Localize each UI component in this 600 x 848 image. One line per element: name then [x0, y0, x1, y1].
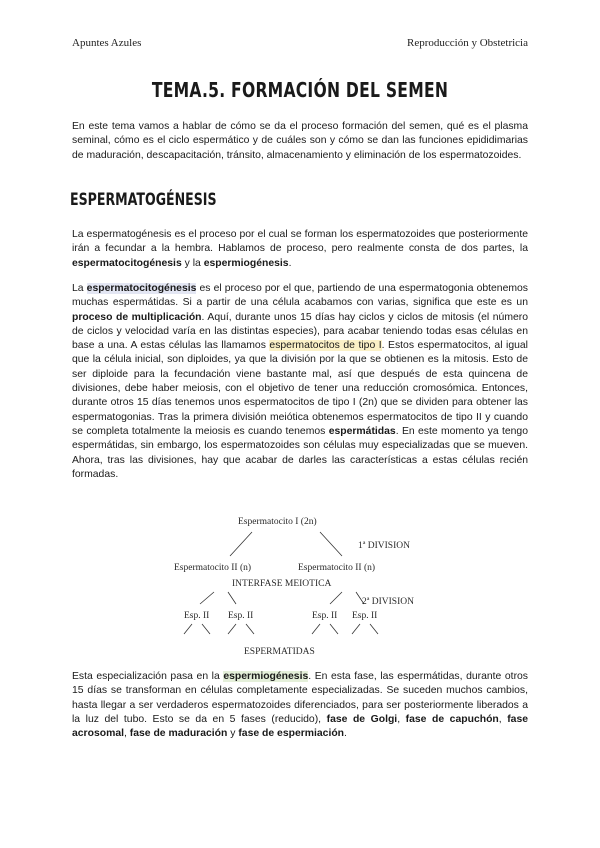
text: y — [227, 728, 239, 740]
diagram-bottom: ESPERMATIDAS — [244, 647, 315, 657]
diagram-line — [228, 624, 236, 634]
page-header — [72, 37, 528, 49]
diagram-interphase: INTERFASE MEIOTICA — [232, 579, 332, 589]
text: y la — [181, 257, 204, 269]
header-right: Reproducción y Obstetricia — [407, 37, 528, 49]
term-highlight: espermatocitogénesis — [86, 283, 197, 294]
text: , — [123, 728, 130, 740]
diagram-left2: Espermatocito II (n) — [174, 563, 252, 573]
paragraph-2 — [72, 282, 528, 482]
text: Esta especialización pasa en la — [72, 671, 224, 682]
diagram-esp-4: Esp. II — [352, 611, 378, 621]
meiosis-diagram — [170, 512, 450, 662]
term-espermatidas: espermátidas — [328, 425, 396, 437]
text: La — [72, 283, 87, 294]
header-left: Apuntes Azules — [72, 37, 142, 49]
diagram-line — [320, 532, 342, 556]
term-highlight: espermiogénesis — [223, 671, 309, 682]
diagram-line — [228, 592, 236, 604]
phase-golgi: fase de Golgi — [326, 713, 398, 725]
diagram-div1: 1ª DIVISION — [358, 541, 410, 551]
paragraph-1 — [72, 228, 528, 271]
diagram-line — [246, 624, 254, 634]
diagram-line — [370, 624, 378, 634]
diagram-esp-1: Esp. II — [184, 611, 210, 621]
term-espermiogenesis: espermiogénesis — [203, 257, 289, 269]
term-proceso: proceso de multiplicación — [72, 311, 202, 323]
text: . — [344, 728, 347, 740]
phase-maduracion: fase de maduración — [129, 728, 228, 740]
diagram-right2: Espermatocito II (n) — [298, 563, 376, 573]
highlight-espermatocitos: espermatocitos de tipo I — [269, 340, 382, 352]
phase-acrosomal: fase acrosomal — [72, 713, 529, 740]
text: . Estos espermatocitos, al igual que la célula inicial, son diploides, ya que la división por la que se obtienen es la mitosis. Esto de ser diploide para la fecundación viene bastante mal, así que después de esta quincena de divisiones, debe haber meiosis, con el objetivo de tener una reducción cromosómica. Entonces, durante otros 15 días tenemos unos espermatocitos de tipo I (2n) que se dividen para obtener las espermatogonias. Tras la primera división meiótica obtenemos espermatocitos de tipo II y cuando se completa totalmente la meiosis es cuando tenemos — [72, 340, 528, 437]
diagram-line — [352, 624, 360, 634]
intro-paragraph: En este tema vamos a hablar de cómo se da el proceso formación del semen, qué es el plasma seminal, cómo es el ciclo espermático y de cuáles son y cómo se dan las funciones epididimarias de maduración, descapacitación, tránsito, almacenamiento y eliminación de los espermatozoides. — [72, 121, 528, 161]
diagram-line — [312, 624, 320, 634]
text: La espermatogénesis es el proceso por el cual se forman los espermatozoides que posteriormente irán a fecundar a la hembra. Hablamos de proceso, pero realmente consta de dos partes, la — [72, 229, 528, 255]
diagram-top: Espermatocito I (2n) — [238, 517, 317, 527]
section-title: ESPERMATOGÉNESIS — [70, 190, 217, 210]
text: , — [397, 713, 406, 725]
page-title: TEMA.5. FORMACIÓN DEL SEMEN — [151, 78, 449, 102]
text: . — [288, 257, 292, 269]
text: . En esta fase, las espermátidas, durante otros 15 días se transforman en células completamente especializadas. Se suceden muchos cambios, hasta llegar a ser verdaderos espermatozoides diferenciados, para ser posteriormente liberados a la luz del tubo. Esto se da en 5 fases (reducido), — [72, 671, 528, 725]
diagram-esp-2: Esp. II — [228, 611, 254, 621]
text: , — [498, 713, 508, 725]
term-espermatocitogenesis: espermatocitogénesis — [72, 257, 182, 269]
phase-capuchon: fase de capuchón — [405, 713, 499, 725]
diagram-div2: 2ª DIVISION — [362, 597, 414, 607]
diagram-line — [202, 624, 210, 634]
paragraph-3 — [72, 670, 528, 741]
diagram-esp-3: Esp. II — [312, 611, 338, 621]
phase-espermiacion: fase de espermiación — [238, 728, 345, 740]
diagram-line — [330, 624, 338, 634]
text: . Aquí, durante unos 15 días hay ciclos y ciclos de mitosis (el número de ciclos y velocidad varía en las distintas especies), para acabar teniendo todas esas células en base a una. A estas células las llamamos — [72, 311, 528, 352]
diagram-line — [230, 532, 252, 556]
diagram-line — [200, 592, 214, 604]
diagram-line — [330, 592, 342, 604]
diagram-line — [184, 624, 192, 634]
text: . En este momento ya tengo espermátidas, sin embargo, los espermatozoides son células muy especializadas que se mueven. Ahora, tras las divisiones, hay que acabar de darles las características a estas células recién formadas. — [72, 425, 528, 480]
text: es el proceso por el que, partiendo de una espermatogonia obtenemos muchas espermátidas. Si a partir de una célula acabamos con varias, significa que este es un — [72, 283, 528, 309]
